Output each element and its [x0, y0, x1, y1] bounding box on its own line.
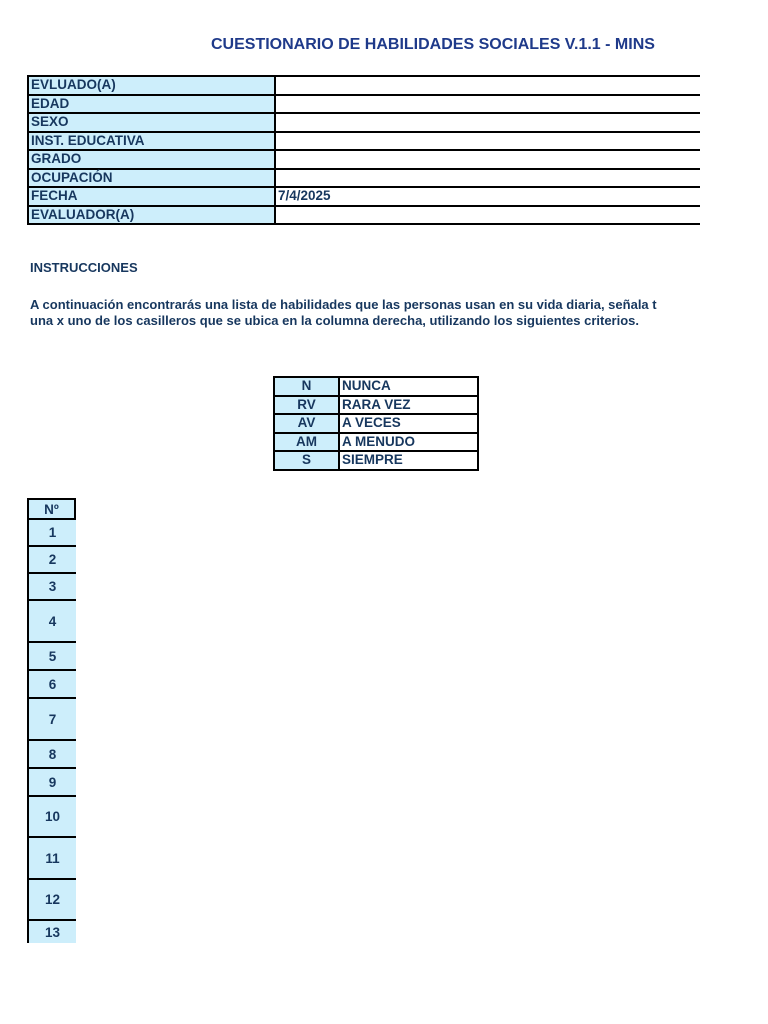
item-number: 4	[27, 601, 76, 643]
item-number: 10	[27, 797, 76, 838]
item-number: 7	[27, 699, 76, 741]
legend-code: RV	[274, 396, 339, 415]
item-number-column	[27, 498, 76, 943]
info-value[interactable]	[275, 169, 700, 188]
item-number: 9	[27, 769, 76, 797]
info-row	[28, 206, 700, 225]
legend-desc: A MENUDO	[339, 433, 478, 452]
item-number: 5	[27, 643, 76, 671]
legend-row	[274, 451, 478, 470]
info-label: OCUPACIÓN	[28, 169, 275, 188]
legend-desc: SIEMPRE	[339, 451, 478, 470]
info-value[interactable]	[275, 113, 700, 132]
info-value[interactable]	[275, 95, 700, 114]
legend-row	[274, 396, 478, 415]
info-row	[28, 95, 700, 114]
instructions-text	[30, 297, 696, 328]
legend-row	[274, 433, 478, 452]
number-header: Nº	[27, 498, 76, 520]
info-label: GRADO	[28, 150, 275, 169]
info-label: EDAD	[28, 95, 275, 114]
info-row	[28, 169, 700, 188]
page-title: CUESTIONARIO DE HABILIDADES SOCIALES V.1.1 - MINS	[211, 36, 655, 53]
info-value[interactable]	[275, 150, 700, 169]
item-number: 8	[27, 741, 76, 769]
info-value[interactable]	[275, 132, 700, 151]
item-number: 12	[27, 880, 76, 921]
instructions-heading: INSTRUCCIONES	[30, 260, 138, 275]
item-number: 3	[27, 574, 76, 601]
item-number: 11	[27, 838, 76, 880]
legend-code: AV	[274, 414, 339, 433]
info-value[interactable]: 7/4/2025	[275, 187, 700, 206]
respondent-info-table	[27, 75, 700, 225]
legend-row	[274, 414, 478, 433]
info-row	[28, 113, 700, 132]
item-number: 2	[27, 547, 76, 574]
info-row	[28, 132, 700, 151]
info-label: EVALUADOR(A)	[28, 206, 275, 225]
legend-desc: NUNCA	[339, 377, 478, 396]
legend-code: S	[274, 451, 339, 470]
info-label: EVLUADO(A)	[28, 76, 275, 95]
info-label: FECHA	[28, 187, 275, 206]
info-row	[28, 187, 700, 206]
legend-desc: A VECES	[339, 414, 478, 433]
instructions-line: A continuación encontrarás una lista de habilidades que las personas usan en su vida diaria, señala t	[30, 297, 657, 312]
legend-code: AM	[274, 433, 339, 452]
legend-code: N	[274, 377, 339, 396]
instructions-line: una x uno de los casilleros que se ubica en la columna derecha, utilizando los siguientes criterios.	[30, 312, 640, 328]
info-row	[28, 76, 700, 95]
item-number: 6	[27, 671, 76, 699]
info-value[interactable]	[275, 76, 700, 95]
item-number: 1	[27, 520, 76, 547]
legend-desc: RARA VEZ	[339, 396, 478, 415]
legend-row	[274, 377, 478, 396]
info-label: INST. EDUCATIVA	[28, 132, 275, 151]
criteria-legend-table	[273, 376, 479, 471]
info-label: SEXO	[28, 113, 275, 132]
info-value[interactable]	[275, 206, 700, 225]
info-row	[28, 150, 700, 169]
item-number: 13	[27, 921, 76, 943]
